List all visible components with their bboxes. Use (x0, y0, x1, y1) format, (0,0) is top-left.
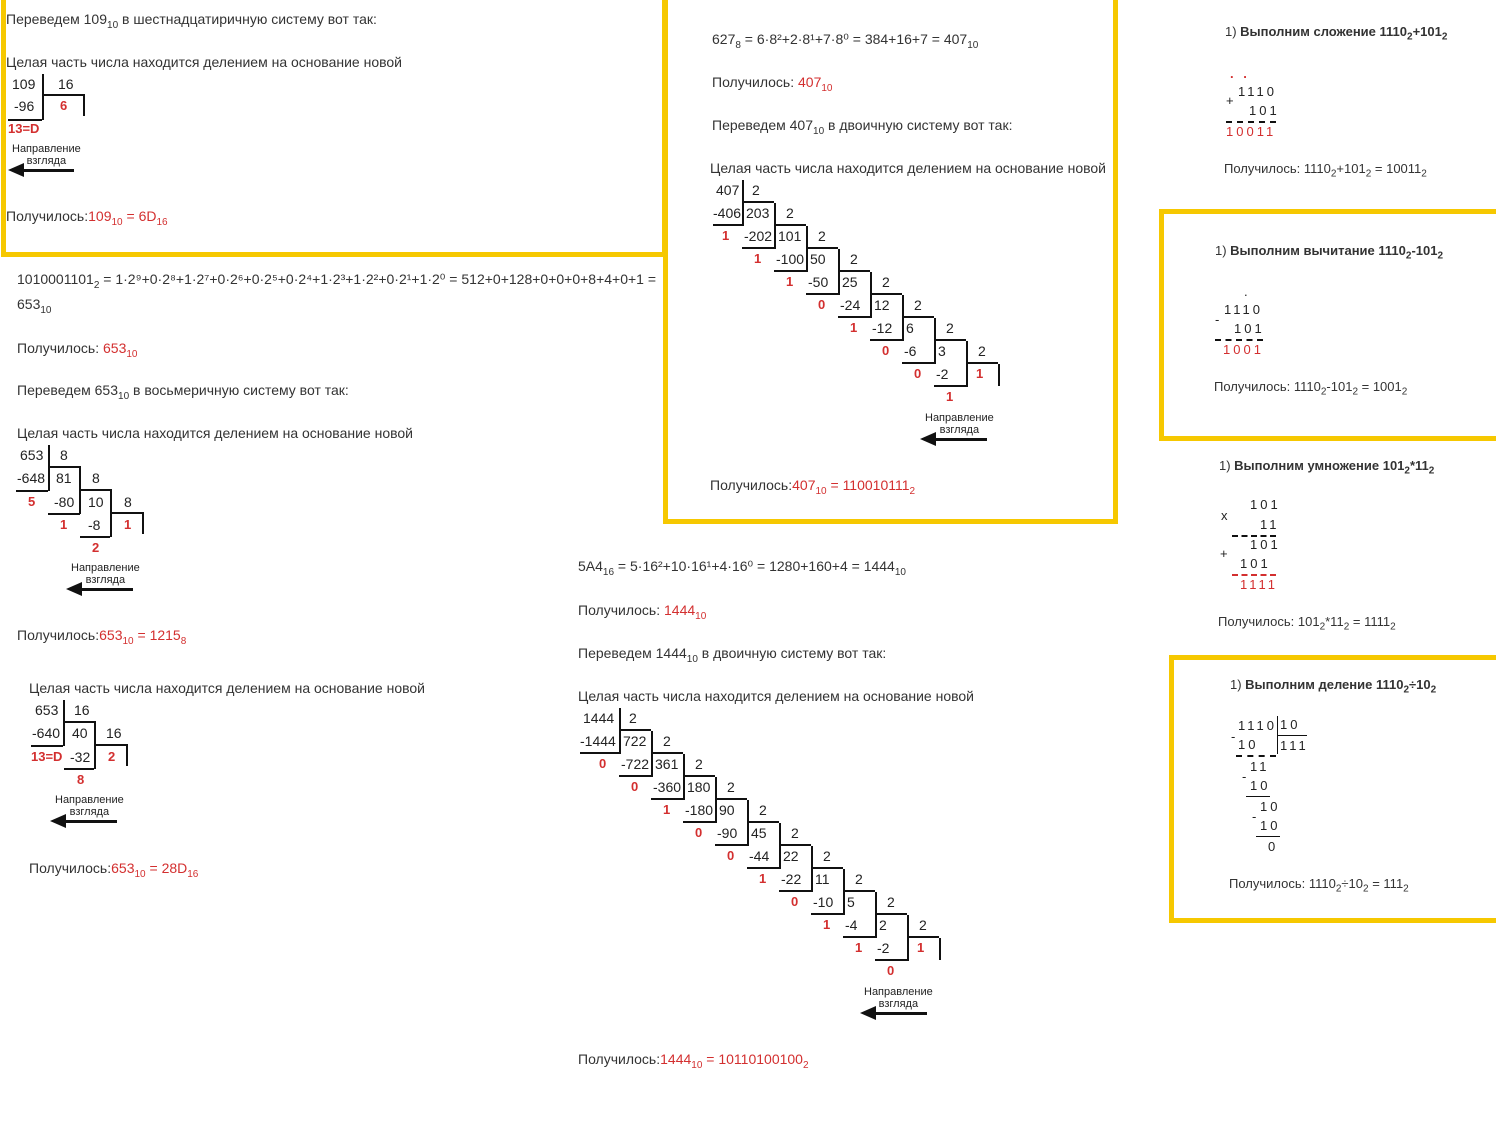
quotient: 111 (1280, 738, 1309, 753)
div-line (64, 768, 94, 770)
div-cell: 1 (823, 917, 831, 932)
operand-row: 1110 (1224, 302, 1263, 317)
div-line (713, 224, 742, 226)
div-cell: 2 (887, 894, 895, 910)
div-cell: 2 (882, 274, 890, 290)
div-cell: 2 (879, 917, 887, 933)
div-cell: 0 (631, 779, 639, 794)
div-line (651, 731, 653, 777)
div-cell: 2 (663, 733, 671, 749)
div-line (42, 94, 84, 96)
div-line (806, 293, 838, 295)
div-cell: 2 (752, 182, 760, 198)
div-step: - (1252, 809, 1260, 824)
oct-rule: Целая часть числа находится делением на основание новой (17, 425, 413, 441)
divisor: 10 (1280, 717, 1301, 732)
div-line (747, 800, 749, 846)
div-line (63, 721, 95, 723)
diff-line (1215, 339, 1263, 341)
div-cell: -180 (685, 802, 714, 818)
oct627-bin-intro: Переведем $407_{10}$ в двоичную систему вот так: (712, 117, 1013, 137)
div-line (683, 821, 715, 823)
result-row: 1111 (1240, 577, 1279, 592)
div-cell: 0 (882, 343, 890, 358)
div-cell: 25 (842, 274, 858, 290)
div-cell: -24 (840, 297, 861, 313)
div-line (715, 777, 717, 823)
direction-arrow-icon (874, 1012, 927, 1015)
div-cell: -6 (904, 343, 917, 359)
div-cell: 203 (746, 205, 770, 221)
div-cell: 22 (783, 848, 799, 864)
div-cell: 2 (92, 540, 100, 555)
div-cell: -640 (32, 725, 61, 741)
div-line (843, 890, 875, 892)
mul-result: Получилось: $101_2*11_2 = 1111_2$ (1218, 614, 1396, 633)
div-result: Получилось: $1110_2\div 10_2 = 111_2$ (1229, 876, 1409, 895)
div-cell: 1 (754, 251, 762, 266)
div-cell: 8 (60, 447, 68, 463)
hex653-rule: Целая часть числа находится делением на основание новой (29, 680, 425, 696)
div-cell: 1 (124, 517, 132, 532)
div-step: - (1231, 729, 1239, 744)
div-cell: 16 (74, 702, 90, 718)
div-line (715, 844, 747, 846)
div-line (42, 74, 44, 120)
div-cell: 109 (12, 76, 36, 92)
sub-title: 1) Выполним вычитание $1110_2-101_2$ (1215, 243, 1444, 262)
div-cell: 0 (599, 756, 607, 771)
sum-line (1232, 574, 1276, 576)
operator: - (1215, 312, 1223, 327)
operator: x (1221, 508, 1231, 523)
div-cell: 1 (759, 871, 767, 886)
div-cell: 2 (919, 917, 927, 933)
borrow-dot: . (1244, 284, 1251, 299)
div-cell: 101 (778, 228, 802, 244)
div-cell: 1 (60, 517, 68, 532)
div-line (934, 339, 966, 341)
operator: + (1220, 546, 1231, 561)
oct-intro: Переведем $653_{10}$ в восьмеричную систему вот так: (17, 382, 349, 402)
operand-row: 101 (1234, 321, 1265, 336)
div-cell: 2 (786, 205, 794, 221)
div-step: 10 (1238, 737, 1259, 752)
direction-label: Направление взгляда (864, 986, 933, 1010)
div-step: 10 (1260, 799, 1281, 814)
div-line (843, 869, 845, 915)
div-cell: -2 (936, 366, 949, 382)
div-cell: 5 (847, 894, 855, 910)
div-line (1236, 755, 1276, 757)
div-step: - (1242, 769, 1250, 784)
div-cell: 653 (35, 702, 59, 718)
div-cell: 2 (108, 749, 116, 764)
div-line (870, 293, 902, 295)
div-line (742, 180, 744, 226)
div-cell: 722 (623, 733, 647, 749)
div-line (8, 119, 42, 121)
div-cell: -100 (776, 251, 805, 267)
div-cell: 0 (791, 894, 799, 909)
div-cell: 13=D (31, 749, 63, 764)
div-cell: 16 (106, 725, 122, 741)
div-cell: 5 (28, 494, 36, 509)
hex5A4-rule: Целая часть числа находится делением на основание новой (578, 688, 974, 704)
direction-arrow-icon (22, 169, 74, 172)
mul-title: 1) Выполним умножение $101_2*11_2$ (1219, 458, 1435, 477)
div-cell: 1 (946, 389, 954, 404)
div-cell: 0 (887, 963, 895, 978)
div-line (774, 203, 776, 249)
direction-label: Направление взгляда (71, 562, 140, 586)
add-title: 1) Выполним сложение $1110_2+101_2$ (1225, 24, 1448, 43)
hex109-intro: Переведем $109_{10}$ в шестнадцатиричную систему вот так: (6, 11, 377, 31)
div-line (1277, 735, 1307, 736)
div-step: 10 (1260, 818, 1281, 833)
bin653-expansion-line2: $653_{10}$ (17, 296, 52, 316)
partial-row: 101 (1240, 556, 1271, 571)
div-cell: -8 (88, 517, 101, 533)
div-cell: 50 (810, 251, 826, 267)
div-line (811, 867, 843, 869)
div-line (1256, 836, 1280, 837)
div-line (998, 364, 1000, 386)
div-cell: 2 (727, 779, 735, 795)
div-line (875, 892, 877, 938)
div-title: 1) Выполним деление $1110_2\div 10_2$ (1230, 677, 1437, 696)
hex5A4-expansion: $5A4_{16} = 5\cdot 16^2+10\cdot 16^1+4\cdot 16^0 = 1280+160+4 = 1444_{10}$ (578, 558, 906, 578)
div-line (619, 708, 621, 754)
div-line (875, 959, 907, 961)
result-row: 10011 (1226, 124, 1277, 139)
hex5A4-bin-intro: Переведем $1444_{10}$ в двоичную систему вот так: (578, 645, 887, 665)
operand-row: 101 (1250, 497, 1281, 512)
div-cell: 40 (72, 725, 88, 741)
div-cell: -4 (845, 917, 858, 933)
div-cell: 8 (124, 494, 132, 510)
div-line (966, 362, 998, 364)
div-line (651, 752, 683, 754)
operand-row: 11 (1260, 517, 1280, 532)
div-cell: 6 (60, 98, 68, 113)
div-line (838, 270, 870, 272)
div-cell: 1 (850, 320, 858, 335)
sum-line (1226, 121, 1276, 123)
div-cell: 2 (855, 871, 863, 887)
div-line (742, 201, 774, 203)
div-line (811, 846, 813, 892)
div-line (779, 823, 781, 869)
div-cell: 16 (58, 76, 74, 92)
div-cell: 12 (874, 297, 890, 313)
div-cell: 1444 (583, 710, 615, 726)
div-cell: 6 (906, 320, 914, 336)
div-cell: 2 (978, 343, 986, 359)
div-cell: 361 (655, 756, 679, 772)
div-cell: 2 (695, 756, 703, 772)
div-cell: -648 (17, 470, 46, 486)
direction-label: Направление взгляда (925, 412, 994, 436)
div-line (779, 844, 811, 846)
div-line (811, 913, 843, 915)
div-line (838, 249, 840, 295)
div-cell: 1 (855, 940, 863, 955)
div-cell: -22 (781, 871, 802, 887)
div-cell: 1 (722, 228, 730, 243)
div-cell: 0 (727, 848, 735, 863)
add-result: Получилось: $1110_2+101_2 = 10011_2$ (1224, 161, 1427, 180)
div-cell: -50 (808, 274, 829, 290)
hex109-rule: Целая часть числа находится делением на основание новой (6, 54, 402, 70)
div-line (48, 466, 80, 468)
div-line (747, 867, 779, 869)
div-cell: 8 (77, 772, 85, 787)
div-cell: 13=D (8, 121, 40, 136)
bin653-expansion: $1010001101_2 = 1\cdot 2^9+0\cdot 2^8+1\cdot 2^7+0\cdot 2^6+0\cdot 2^5+0\cdot 2^4+1\cdot 2^3+1\cdot 2^2+0\cdot 2^1+1\cdot 2^0 = 512+0+128+0+0+0+8+4+0+1$ = (17, 271, 657, 291)
oct627-rule: Целая часть числа находится делением на основание новой (710, 160, 1106, 176)
div-line (94, 744, 128, 746)
div-line (16, 490, 48, 492)
div-line (715, 798, 747, 800)
div-line (619, 775, 651, 777)
div-cell: -202 (744, 228, 773, 244)
oct627-result: $Получилось:407_{10} = 110010111_2$ (710, 477, 916, 497)
div-line (1246, 796, 1270, 797)
div-cell: 0 (695, 825, 703, 840)
div-cell: 3 (938, 343, 946, 359)
div-line (779, 890, 811, 892)
operand-row: 1110 (1238, 84, 1277, 99)
div-cell: 0 (914, 366, 922, 381)
div-cell: 180 (687, 779, 711, 795)
div-line (63, 700, 65, 746)
div-step: 10 (1250, 778, 1271, 793)
div-cell: -12 (872, 320, 893, 336)
hex653-result: $Получилось:653_{10} = 28D_{16}$ (29, 860, 199, 880)
div-line (875, 913, 907, 915)
div-cell: 2 (946, 320, 954, 336)
dividend: 1110 (1238, 718, 1277, 733)
direction-arrow-icon (934, 438, 987, 441)
direction-arrow-icon (64, 820, 117, 823)
div-line (907, 936, 939, 938)
div-line (870, 339, 902, 341)
div-line (619, 729, 651, 731)
div-line (742, 247, 774, 249)
oct627-got: Получилось: $407_{10}$ (712, 74, 833, 94)
carry-dots: . . (1230, 66, 1250, 81)
hex109-result: $Получилось:109_{10} = 6D_{16}$ (6, 208, 168, 228)
div-cell: 90 (719, 802, 735, 818)
div-cell: -2 (877, 940, 890, 956)
div-line (902, 316, 934, 318)
operator: + (1226, 93, 1237, 108)
div-line (48, 445, 50, 491)
div-line (838, 316, 870, 318)
div-cell: -406 (713, 205, 742, 221)
div-line (806, 247, 838, 249)
div-line (902, 362, 934, 364)
div-cell: 2 (759, 802, 767, 818)
div-cell: -10 (813, 894, 834, 910)
div-line (934, 318, 936, 364)
div-cell: 2 (850, 251, 858, 267)
div-line (80, 536, 110, 538)
div-cell: 0 (818, 297, 826, 312)
oct627-expansion: $627_8 = 6\cdot 8^2+2\cdot 8^1+7\cdot 8^0 = 384+16+7 = 407_{10}$ (712, 31, 979, 51)
direction-label: Направление взгляда (55, 794, 124, 818)
bin653-got: Получилось: $653_{10}$ (17, 340, 138, 360)
div-cell: -90 (717, 825, 738, 841)
div-step: 0 (1268, 839, 1279, 854)
hex5A4-result: $Получилось:1444_{10} = 10110100100_2$ (578, 1051, 809, 1071)
div-cell: -80 (54, 494, 75, 510)
div-line (774, 270, 806, 272)
div-cell: 407 (716, 182, 740, 198)
div-line (683, 754, 685, 800)
hex5A4-got: Получилось: $1444_{10}$ (578, 602, 707, 622)
div-line (939, 938, 941, 960)
div-step: 11 (1250, 759, 1270, 774)
div-cell: 11 (815, 871, 830, 887)
div-line (870, 272, 872, 318)
div-cell: 2 (629, 710, 637, 726)
sub-result: Получилось: $1110_2-101_2 = 1001_2$ (1214, 379, 1408, 398)
div-line (902, 295, 904, 341)
div-line (126, 744, 128, 766)
div-cell: 45 (751, 825, 767, 841)
div-line (774, 224, 806, 226)
operand-row: 101 (1249, 103, 1280, 118)
div-cell: 8 (92, 470, 100, 486)
result-row: 1001 (1223, 342, 1264, 357)
div-line (651, 798, 683, 800)
div-line (79, 489, 111, 491)
div-line (843, 936, 875, 938)
div-line (83, 94, 85, 116)
div-line (48, 513, 80, 515)
div-line (747, 821, 779, 823)
div-cell: 1 (976, 366, 984, 381)
div-cell: 2 (823, 848, 831, 864)
div-cell: 81 (56, 470, 72, 486)
div-line (907, 915, 909, 961)
div-cell: 2 (791, 825, 799, 841)
div-cell: 2 (818, 228, 826, 244)
div-cell: -32 (70, 749, 91, 765)
oct-result: $Получилось:653_{10} = 1215_8$ (17, 627, 187, 647)
div-line (110, 512, 144, 514)
div-line (806, 226, 808, 272)
div-cell: -1444 (580, 733, 616, 749)
div-cell: 1 (917, 940, 925, 955)
div-cell: 10 (88, 494, 104, 510)
div-line (142, 512, 144, 534)
div-cell: -96 (14, 98, 35, 114)
div-cell: 653 (20, 447, 44, 463)
div-line (31, 745, 63, 747)
direction-label: Направление взгляда (12, 143, 81, 167)
div-cell: -360 (653, 779, 682, 795)
div-line (683, 775, 715, 777)
div-cell: 1 (663, 802, 671, 817)
div-line (580, 752, 619, 754)
div-cell: 2 (914, 297, 922, 313)
div-cell: -722 (621, 756, 650, 772)
div-line (966, 341, 968, 387)
div-line (934, 385, 966, 387)
partial-row: 101 (1250, 537, 1281, 552)
div-cell: 1 (786, 274, 794, 289)
direction-arrow-icon (80, 588, 133, 591)
div-cell: -44 (749, 848, 770, 864)
